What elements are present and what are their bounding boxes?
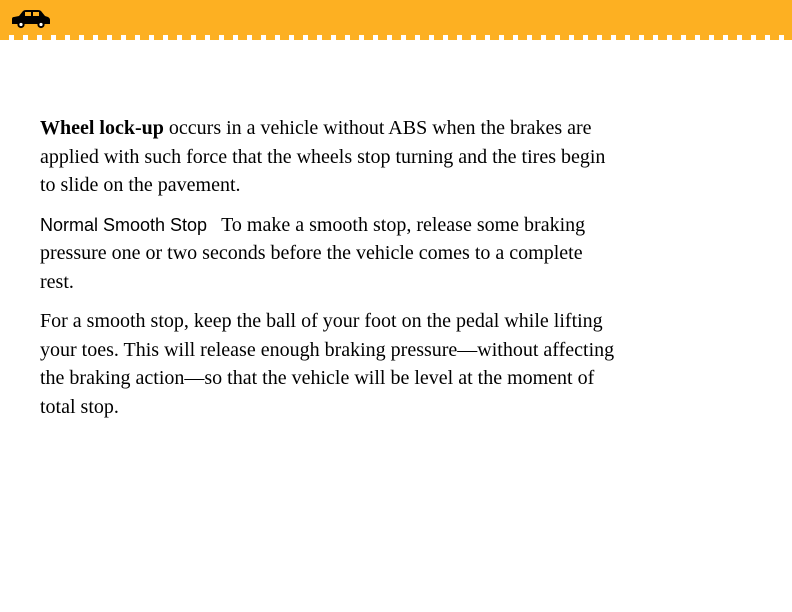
paragraph-smooth-stop-technique-text: For a smooth stop, keep the ball of your foot on the pedal while lifting your toes. This will release enough braking pressure—without affecting the braking action—so that the vehicle will be level at the moment of total stop. bbox=[40, 310, 615, 418]
banner-dashed-edge bbox=[0, 35, 792, 40]
paragraph-wheel-lockup-text: occurs in a vehicle without ABS when the brakes are applied with such force that the wheels stop turning and the tires begin to slide on the pavement. bbox=[40, 117, 606, 196]
paragraph-wheel-lockup bbox=[40, 114, 620, 200]
heading-normal-smooth-stop: Normal Smooth Stop bbox=[40, 214, 208, 235]
paragraph-normal-smooth-stop bbox=[40, 211, 620, 297]
car-icon bbox=[10, 9, 52, 29]
term-wheel-lockup: Wheel lock-up bbox=[40, 117, 164, 139]
paragraph-normal-smooth-stop-text: To make a smooth stop, release some braking pressure one or two seconds before the vehicle comes to a complete rest. bbox=[40, 213, 586, 293]
main-content bbox=[40, 114, 620, 432]
top-banner bbox=[0, 0, 792, 35]
paragraph-smooth-stop-technique bbox=[40, 307, 620, 421]
